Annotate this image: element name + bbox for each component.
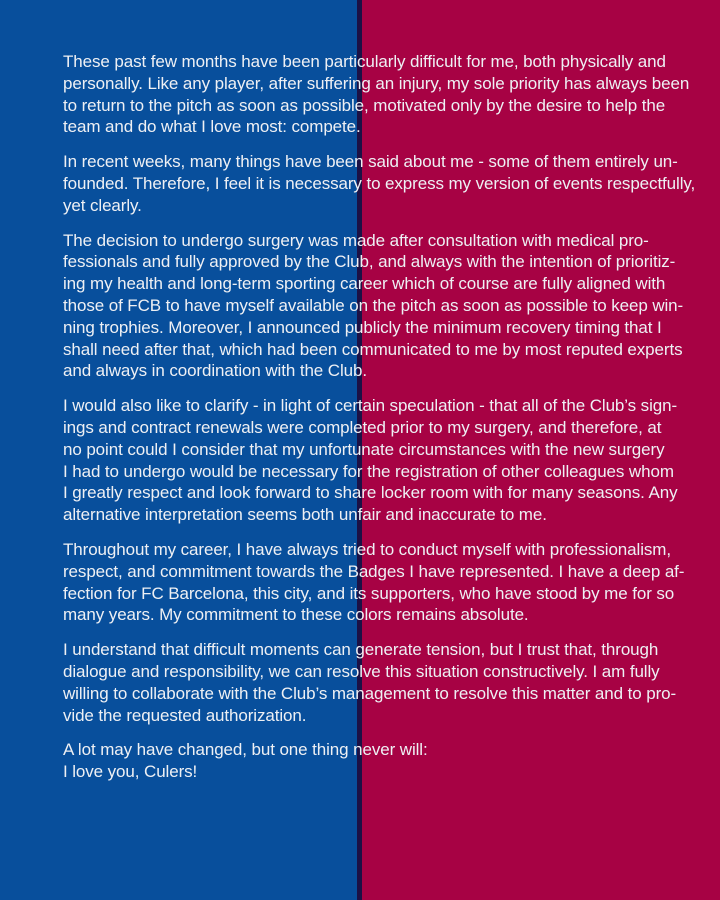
paragraph-line: In recent weeks, many things have been said about me - some of them entirely un- xyxy=(63,152,678,172)
paragraph-line: shall need after that, which had been communicated to me by most reputed experts xyxy=(63,339,683,359)
paragraph-line: respect, and commitment towards the Badges I have represented. I have a deep af- xyxy=(63,561,685,581)
paragraph-line: These past few months have been particularly difficult for me, both physically and xyxy=(63,52,666,71)
paragraph-line: I understand that difficult moments can generate tension, but I trust that, through xyxy=(63,640,659,660)
paragraph-line: dialogue and responsibility, we can resolve this situation constructively. I am fully xyxy=(63,661,660,681)
paragraph-line: yet clearly. xyxy=(63,195,142,215)
paragraph xyxy=(63,639,683,726)
paragraph-line: fessionals and fully approved by the Club, and always with the intention of prioritiz- xyxy=(63,252,676,272)
paragraph-line: I greatly respect and look forward to share locker room with for many seasons. Any xyxy=(63,483,678,503)
letter-text xyxy=(63,51,696,796)
paragraph-line: alternative interpretation seems both unfair and inaccurate to me. xyxy=(63,505,547,525)
paragraph-line: founded. Therefore, I feel it is necessary to express my version of events respectfully, xyxy=(63,173,696,193)
paragraph xyxy=(63,539,683,626)
paragraph-line: and always in coordination with the Club. xyxy=(63,361,367,381)
paragraph xyxy=(63,230,683,383)
paragraph xyxy=(63,395,683,526)
paragraph xyxy=(63,739,683,783)
paragraph-line: fection for FC Barcelona, this city, and its supporters, who have stood by me for so xyxy=(63,583,675,603)
paragraph-line: no point could I consider that my unfortunate circumstances with the new surgery xyxy=(63,439,665,459)
paragraph-line: A lot may have changed, but one thing never will: xyxy=(63,740,428,760)
paragraph-line: many years. My commitment to these colors remains absolute. xyxy=(63,605,529,625)
paragraph-line: I had to undergo would be necessary for the registration of other colleagues whom xyxy=(63,461,674,481)
paragraph-line: those of FCB to have myself available on the pitch as soon as possible to keep win- xyxy=(63,295,684,315)
paragraph-line: Throughout my career, I have always tried to conduct myself with professionalism, xyxy=(63,539,671,559)
paragraph-line: ning trophies. Moreover, I announced publicly the minimum recovery timing that I xyxy=(63,317,662,337)
paragraph-line: I would also like to clarify - in light of certain speculation - that all of the Club’s sign- xyxy=(63,396,678,416)
paragraph-line: personally. Like any player, after suffering an injury, my sole priority has always been xyxy=(63,73,690,93)
paragraph-line: ings and contract renewals were completed prior to my surgery, and therefore, at xyxy=(63,417,662,437)
paragraph-line: willing to collaborate with the Club’s management to resolve this matter and to pro- xyxy=(63,683,677,703)
paragraph-line: vide the requested authorization. xyxy=(63,705,307,725)
paragraph xyxy=(63,51,690,138)
paragraph-line: team and do what I love most: compete. xyxy=(63,117,361,137)
paragraph xyxy=(63,151,696,216)
paragraph-line: ing my health and long-term sporting career which of course are fully aligned with xyxy=(63,274,666,294)
paragraph-line: to return to the pitch as soon as possible, motivated only by the desire to help the xyxy=(63,95,666,115)
paragraph-line: The decision to undergo surgery was made after consultation with medical pro- xyxy=(63,230,649,250)
paragraph-line: I love you, Culers! xyxy=(63,762,198,782)
